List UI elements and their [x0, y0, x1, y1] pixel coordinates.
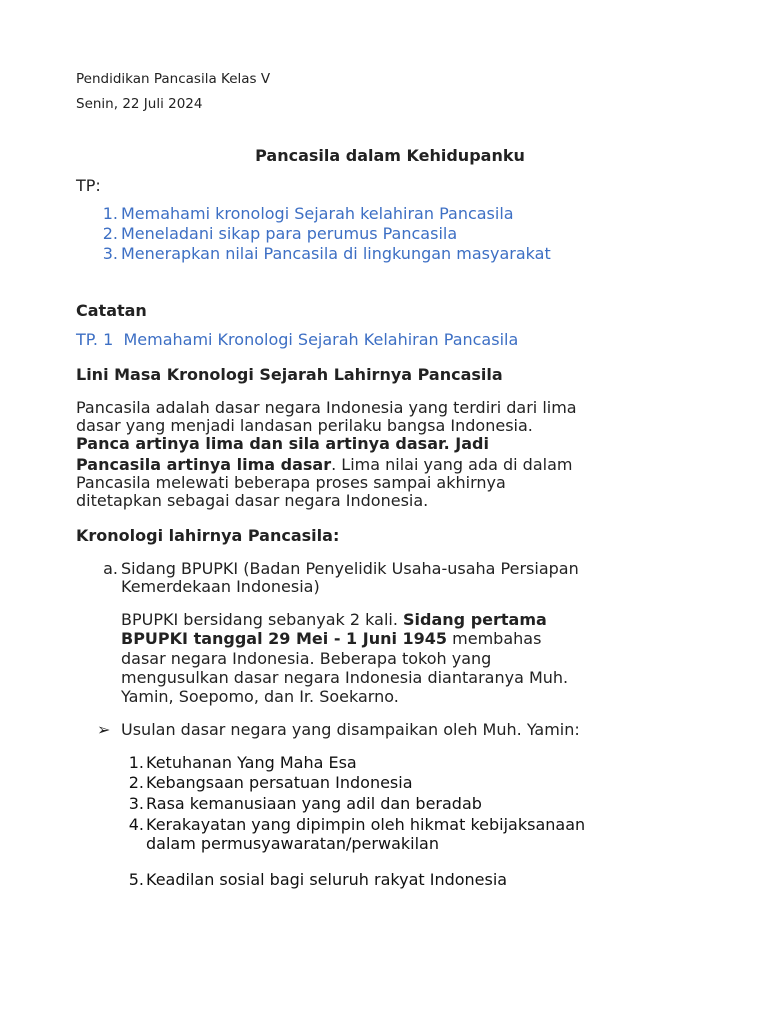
intro-line: ditetapkan sebagai dasar negara Indonesia. — [76, 491, 429, 510]
yamin-item-number: 5. — [128, 870, 144, 889]
bpupki-bold-text: BPUPKI tanggal 29 Mei - 1 Juni 1945 — [121, 629, 448, 648]
item-a-line: Sidang BPUPKI (Badan Penyelidik Usaha-usaha Persiapan — [121, 559, 579, 578]
tp-item-3: Menerapkan nilai Pancasila di lingkungan masyarakat — [121, 244, 551, 263]
arrow-bullet-icon: ➢ — [97, 720, 111, 739]
usulan-text: Usulan dasar negara yang disampaikan oleh Muh. Yamin: — [121, 720, 580, 739]
date-line: Senin, 22 Juli 2024 — [76, 96, 203, 112]
intro-text: . Lima nilai yang ada di dalam — [331, 455, 573, 474]
bpupki-line — [121, 611, 547, 630]
yamin-item: Keadilan sosial bagi seluruh rakyat Indonesia — [146, 870, 508, 889]
intro-line: Pancasila melewati beberapa proses sampai akhirnya — [76, 473, 506, 492]
item-a-line: Kemerdekaan Indonesia) — [121, 577, 320, 596]
tp-item-2: Meneladani sikap para perumus Pancasila — [121, 224, 458, 243]
tp-item-number: 3. — [102, 244, 118, 263]
yamin-item-number: 3. — [128, 794, 144, 813]
yamin-item: Kebangsaan persatuan Indonesia — [146, 773, 413, 792]
intro-line — [76, 456, 572, 475]
intro-line: dasar yang menjadi landasan perilaku bangsa Indonesia. — [76, 416, 533, 435]
yamin-item-number: 4. — [128, 815, 144, 834]
bpupki-text: BPUPKI bersidang sebanyak 2 kali. — [121, 610, 404, 629]
subject-line: Pendidikan Pancasila Kelas V — [76, 71, 271, 87]
yamin-item: Rasa kemanusiaan yang adil dan beradab — [146, 794, 482, 813]
intro-line: Pancasila adalah dasar negara Indonesia yang terdiri dari lima — [76, 398, 577, 417]
intro-bold-line: Panca artinya lima dan sila artinya dasar. Jadi — [76, 434, 489, 453]
tp-item-1: Memahami kronologi Sejarah kelahiran Pancasila — [121, 204, 514, 223]
tp-item-number: 1. — [102, 204, 118, 223]
bpupki-line: dasar negara Indonesia. Beberapa tokoh yang — [121, 649, 492, 668]
bpupki-line: mengusulkan dasar negara Indonesia diantaranya Muh. — [121, 668, 569, 687]
bpupki-text: membahas — [447, 629, 542, 648]
item-a-marker: a. — [103, 559, 118, 578]
bpupki-bold-text: Sidang pertama — [403, 610, 547, 629]
bpupki-line: Yamin, Soepomo, dan Ir. Soekarno. — [121, 687, 399, 706]
catatan-heading: Catatan — [76, 301, 147, 320]
yamin-item-number: 1. — [128, 753, 144, 772]
page-title: Pancasila dalam Kehidupanku — [255, 146, 525, 165]
kronologi-heading: Kronologi lahirnya Pancasila: — [76, 526, 340, 545]
bpupki-line — [121, 630, 541, 649]
tp-item-number: 2. — [102, 224, 118, 243]
intro-bold-text: Pancasila artinya lima dasar — [76, 455, 332, 474]
yamin-item-continuation: dalam permusyawaratan/perwakilan — [146, 834, 439, 853]
tp-label: TP: — [76, 176, 101, 195]
lini-masa-heading: Lini Masa Kronologi Sejarah Lahirnya Pancasila — [76, 365, 503, 384]
yamin-item: Kerakayatan yang dipimpin oleh hikmat kebijaksanaan — [146, 815, 586, 834]
tp1-heading: TP. 1 Memahami Kronologi Sejarah Kelahiran Pancasila — [76, 330, 519, 349]
yamin-item: Ketuhanan Yang Maha Esa — [146, 753, 357, 772]
yamin-item-number: 2. — [128, 773, 144, 792]
